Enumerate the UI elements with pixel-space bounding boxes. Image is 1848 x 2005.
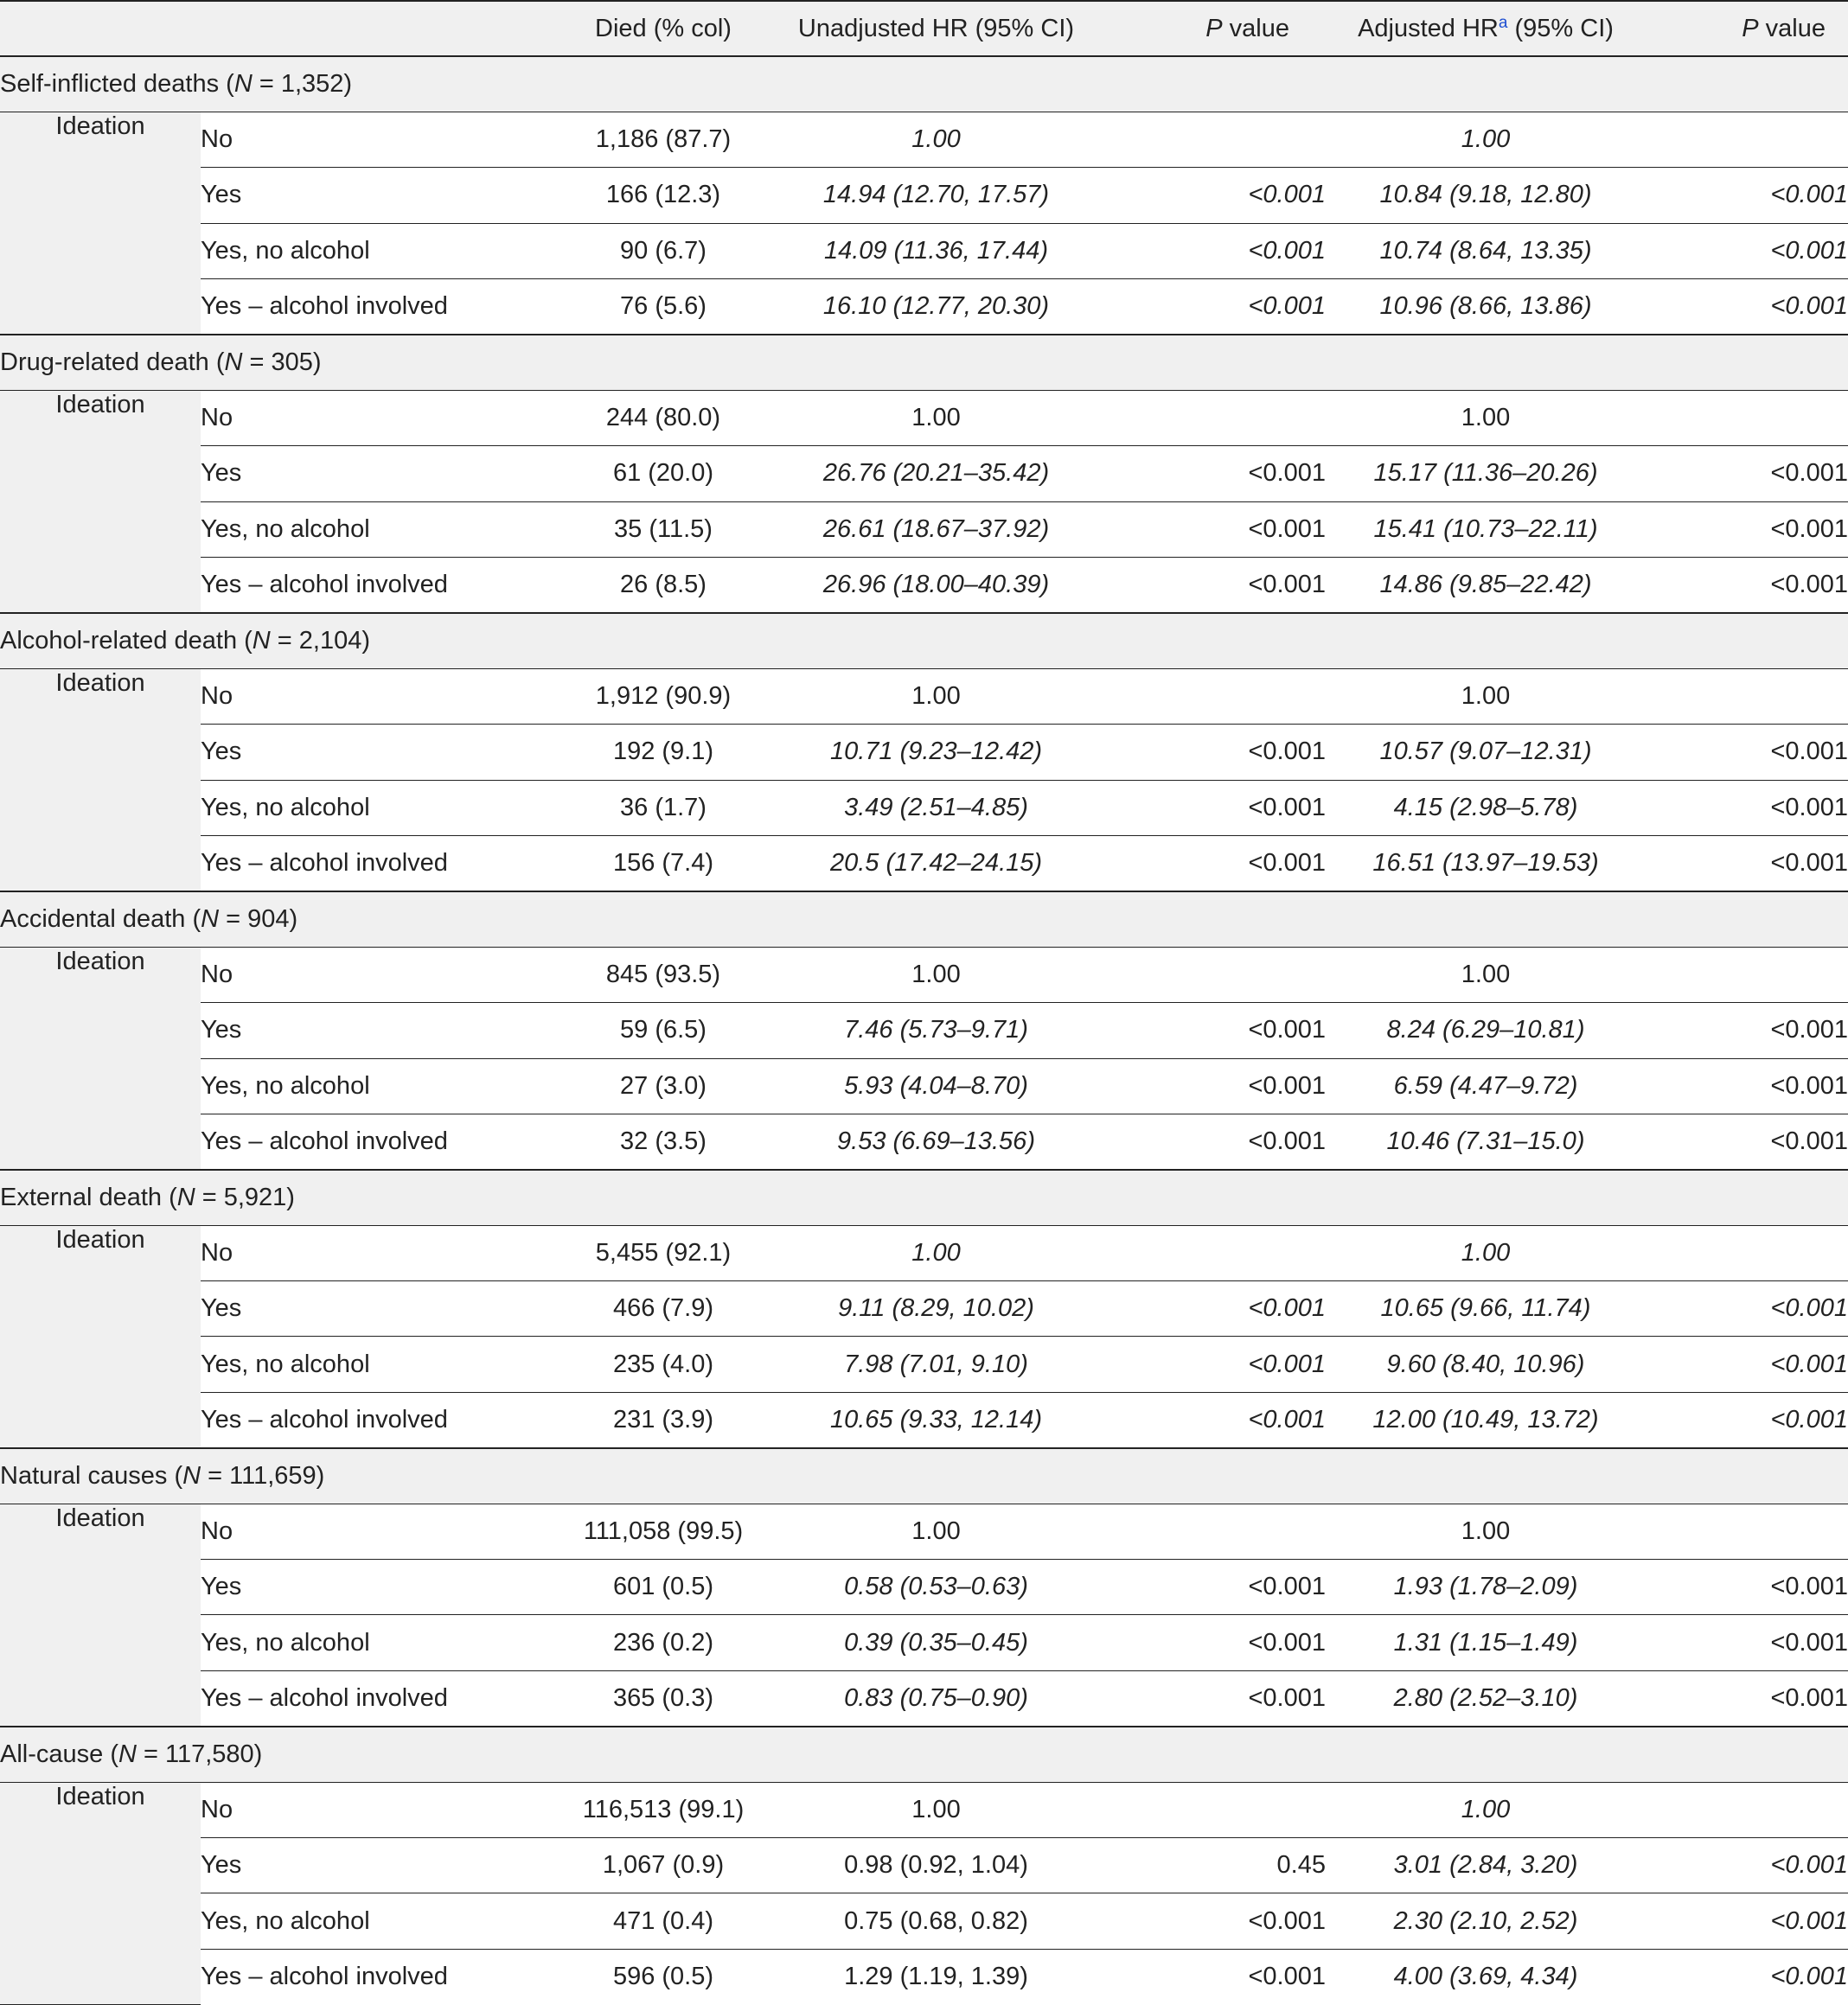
adjusted-hr-cell: 1.00 (1326, 112, 1646, 167)
ideation-label: Ideation (0, 112, 201, 335)
p-value-cell: <0.001 (1097, 223, 1326, 278)
died-cell: 26 (8.5) (620, 570, 707, 598)
header-p-rest-1: value (1222, 14, 1289, 42)
p-value-cell: <0.001 (1646, 1337, 1848, 1392)
unadjusted-hr-cell: 1.00 (776, 1225, 1097, 1280)
unadjusted-hr-cell: 5.93 (4.04–8.70) (776, 1058, 1097, 1114)
level-cell: Yes (201, 446, 551, 501)
ideation-label: Ideation (0, 1782, 201, 2005)
adjusted-hr-cell: 1.93 (1.78–2.09) (1326, 1560, 1646, 1615)
section-title-prefix: External death ( (0, 1183, 177, 1211)
p-value-cell: <0.001 (1646, 725, 1848, 780)
section-title (0, 613, 1848, 668)
level-cell: Yes – alcohol involved (201, 1127, 448, 1155)
header-p-value-2 (1646, 1, 1848, 56)
unadjusted-hr-cell: 26.76 (20.21–35.42) (776, 446, 1097, 501)
table-row (0, 780, 1848, 835)
header-blank-1 (0, 1, 201, 56)
p-value-cell (1646, 390, 1848, 445)
adjusted-hr-cell: 9.60 (8.40, 10.96) (1326, 1337, 1646, 1392)
p-value-cell: <0.001 (1097, 1893, 1326, 1949)
p-value-cell: <0.001 (1646, 780, 1848, 835)
level-cell: No (201, 1225, 551, 1280)
level-cell: Yes (201, 1838, 551, 1893)
table-row (0, 1949, 1848, 2004)
level-cell: Yes – alcohol involved (201, 570, 448, 598)
section-title-prefix: Self-inflicted deaths ( (0, 69, 234, 98)
unadjusted-hr-cell: 3.49 (2.51–4.85) (776, 780, 1097, 835)
level-cell: No (201, 668, 551, 724)
ideation-label: Ideation (0, 390, 201, 613)
section-title (0, 891, 1848, 947)
died-cell: 111,058 (99.5) (551, 1504, 776, 1559)
adjusted-hr-cell: 10.74 (8.64, 13.35) (1326, 223, 1646, 278)
died-cell: 90 (6.7) (551, 223, 776, 278)
level-cell: No (201, 112, 551, 167)
died-cell: 1,186 (87.7) (551, 112, 776, 167)
p-value-cell: <0.001 (1646, 1560, 1848, 1615)
level-cell: Yes, no alcohol (201, 501, 551, 557)
p-value-cell: <0.001 (1097, 501, 1326, 557)
died-cell: 5,455 (92.1) (551, 1225, 776, 1280)
table-row (0, 1392, 1848, 1447)
table-row (0, 1615, 1848, 1670)
section-n-symbol: N (176, 1183, 195, 1211)
section-header-row (0, 1727, 1848, 1782)
table-row (0, 835, 1848, 891)
section-header-row (0, 1448, 1848, 1504)
level-cell: Yes (201, 168, 551, 223)
adjusted-hr-cell: 3.01 (2.84, 3.20) (1326, 1838, 1646, 1893)
level-cell: Yes (201, 1003, 551, 1058)
section-header-row (0, 891, 1848, 947)
unadjusted-hr-cell: 7.46 (5.73–9.71) (776, 1003, 1097, 1058)
died-cell: 235 (4.0) (551, 1337, 776, 1392)
level-cell: No (201, 1504, 551, 1559)
level-cell: Yes, no alcohol (201, 223, 551, 278)
p-value-cell (1097, 112, 1326, 167)
adjusted-hr-cell: 2.30 (2.10, 2.52) (1326, 1893, 1646, 1949)
p-value-cell: <0.001 (1248, 1683, 1326, 1712)
unadjusted-hr-cell: 9.11 (8.29, 10.02) (776, 1281, 1097, 1337)
adjusted-hr-cell: 8.24 (6.29–10.81) (1326, 1003, 1646, 1058)
p-value-cell: <0.001 (1770, 1683, 1848, 1712)
section-header-row (0, 613, 1848, 668)
adjusted-hr-cell: 16.51 (13.97–19.53) (1372, 848, 1599, 877)
table-row (0, 279, 1848, 335)
p-value-cell (1646, 668, 1848, 724)
header-adj-post: (95% CI) (1507, 14, 1614, 42)
section-n-symbol: N (118, 1740, 137, 1768)
adjusted-hr-cell: 1.00 (1326, 1782, 1646, 1837)
adjusted-hr-cell: 1.31 (1.15–1.49) (1326, 1615, 1646, 1670)
adjusted-hr-cell: 10.46 (7.31–15.0) (1386, 1127, 1585, 1155)
died-cell: 466 (7.9) (551, 1281, 776, 1337)
level-cell: Yes, no alcohol (201, 1615, 551, 1670)
header-unadjusted-hr: Unadjusted HR (95% CI) (776, 1, 1097, 56)
p-value-cell (1097, 390, 1326, 445)
level-cell: Yes, no alcohol (201, 1058, 551, 1114)
p-value-cell: <0.001 (1646, 1003, 1848, 1058)
p-value-cell: <0.001 (1646, 168, 1848, 223)
section-title-suffix: = 5,921) (195, 1183, 295, 1211)
level-cell: Yes (201, 725, 551, 780)
p-value-cell: <0.001 (1097, 725, 1326, 780)
unadjusted-hr-cell: 20.5 (17.42–24.15) (829, 848, 1043, 877)
p-value-cell: <0.001 (1770, 1405, 1848, 1434)
ideation-label: Ideation (0, 947, 201, 1170)
p-value-cell: <0.001 (1646, 1058, 1848, 1114)
section-title (0, 1448, 1848, 1504)
died-cell: 236 (0.2) (551, 1615, 776, 1670)
adjusted-hr-cell: 12.00 (10.49, 13.72) (1372, 1405, 1599, 1434)
adjusted-hr-cell: 10.84 (9.18, 12.80) (1326, 168, 1646, 223)
p-value-cell: <0.001 (1097, 1615, 1326, 1670)
table-row (0, 1838, 1848, 1893)
table-row (0, 168, 1848, 223)
unadjusted-hr-cell: 0.83 (0.75–0.90) (844, 1683, 1028, 1712)
p-value-cell: <0.001 (1097, 168, 1326, 223)
section-title-prefix: Alcohol-related death ( (0, 626, 253, 654)
unadjusted-hr-cell: 1.29 (1.19, 1.39) (844, 1963, 1028, 1991)
unadjusted-hr-cell: 10.65 (9.33, 12.14) (829, 1405, 1043, 1434)
unadjusted-hr-cell: 1.00 (776, 668, 1097, 724)
level-cell: No (201, 1782, 551, 1837)
died-cell: 35 (11.5) (551, 501, 776, 557)
died-cell: 192 (9.1) (551, 725, 776, 780)
p-value-cell: <0.001 (1646, 446, 1848, 501)
died-cell: 244 (80.0) (551, 390, 776, 445)
p-value-cell: <0.001 (1646, 223, 1848, 278)
section-title (0, 1727, 1848, 1782)
unadjusted-hr-cell: 1.00 (776, 1504, 1097, 1559)
level-cell: No (201, 390, 551, 445)
p-value-cell (1646, 1225, 1848, 1280)
section-title-suffix: = 904) (219, 904, 298, 933)
p-value-cell: <0.001 (1770, 292, 1848, 320)
level-cell: Yes – alcohol involved (201, 1963, 448, 1991)
p-value-cell: <0.001 (1770, 1963, 1848, 1991)
table-row (0, 1281, 1848, 1337)
p-value-cell: <0.001 (1248, 1127, 1326, 1155)
p-value-cell (1646, 112, 1848, 167)
level-cell: Yes, no alcohol (201, 1893, 551, 1949)
section-title-prefix: Accidental death ( (0, 904, 201, 933)
table-row (0, 1114, 1848, 1169)
unadjusted-hr-cell: 7.98 (7.01, 9.10) (776, 1337, 1097, 1392)
section-title-prefix: Natural causes ( (0, 1461, 183, 1490)
section-n-symbol: N (201, 904, 220, 933)
p-value-cell: <0.001 (1248, 292, 1326, 320)
died-cell: 32 (3.5) (620, 1127, 707, 1155)
table-row (0, 1670, 1848, 1726)
adjusted-hr-cell: 1.00 (1326, 947, 1646, 1002)
unadjusted-hr-cell: 1.00 (776, 1782, 1097, 1837)
section-n-symbol: N (252, 626, 271, 654)
header-adj-pre: Adjusted HR (1358, 14, 1499, 42)
p-value-cell: <0.001 (1097, 1281, 1326, 1337)
p-value-cell (1646, 947, 1848, 1002)
p-value-cell (1097, 1225, 1326, 1280)
section-title-suffix: = 117,580) (136, 1740, 263, 1768)
section-n-symbol: N (224, 348, 243, 376)
table-row (0, 1225, 1848, 1280)
adjusted-hr-cell: 10.96 (8.66, 13.86) (1379, 292, 1592, 320)
p-value-cell: <0.001 (1097, 780, 1326, 835)
p-value-cell: <0.001 (1770, 570, 1848, 598)
table-body (0, 56, 1848, 2005)
table-row (0, 501, 1848, 557)
unadjusted-hr-cell: 1.00 (776, 112, 1097, 167)
p-value-cell: <0.001 (1248, 1405, 1326, 1434)
died-cell: 231 (3.9) (612, 1405, 714, 1434)
section-title (0, 56, 1848, 112)
p-value-cell: <0.001 (1097, 446, 1326, 501)
p-value-cell (1097, 1504, 1326, 1559)
died-cell: 116,513 (99.1) (551, 1782, 776, 1837)
p-value-cell (1646, 1504, 1848, 1559)
adjusted-hr-cell: 10.57 (9.07–12.31) (1326, 725, 1646, 780)
unadjusted-hr-cell: 9.53 (6.69–13.56) (837, 1127, 1035, 1155)
ideation-label: Ideation (0, 1504, 201, 1727)
section-title-suffix: = 1,352) (252, 69, 353, 98)
p-value-cell: <0.001 (1248, 570, 1326, 598)
section-title-prefix: All-cause ( (0, 1740, 118, 1768)
table-row (0, 112, 1848, 167)
header-p-italic-1: P (1205, 14, 1223, 42)
adjusted-hr-cell: 15.17 (11.36–20.26) (1326, 446, 1646, 501)
header-adjusted-hr (1326, 1, 1646, 56)
p-value-cell (1646, 1782, 1848, 1837)
p-value-cell (1097, 947, 1326, 1002)
adjusted-hr-cell: 4.00 (3.69, 4.34) (1393, 1963, 1578, 1991)
unadjusted-hr-cell: 0.58 (0.53–0.63) (776, 1560, 1097, 1615)
p-value-cell: <0.001 (1646, 1893, 1848, 1949)
p-value-cell (1097, 668, 1326, 724)
level-cell: Yes – alcohol involved (201, 292, 448, 320)
table-row (0, 725, 1848, 780)
died-cell: 601 (0.5) (551, 1560, 776, 1615)
table-row (0, 1893, 1848, 1949)
adjusted-hr-cell: 1.00 (1326, 390, 1646, 445)
unadjusted-hr-cell: 10.71 (9.23–12.42) (776, 725, 1097, 780)
p-value-cell: <0.001 (1097, 1003, 1326, 1058)
table-header-row (0, 1, 1848, 56)
adjusted-hr-cell: 15.41 (10.73–22.11) (1326, 501, 1646, 557)
died-cell: 27 (3.0) (551, 1058, 776, 1114)
table-row (0, 668, 1848, 724)
header-p-rest-2: value (1758, 14, 1826, 42)
adjusted-hr-cell: 10.65 (9.66, 11.74) (1326, 1281, 1646, 1337)
unadjusted-hr-cell: 1.00 (776, 947, 1097, 1002)
level-cell: Yes (201, 1281, 551, 1337)
p-value-cell: 0.45 (1097, 1838, 1326, 1893)
died-cell: 365 (0.3) (612, 1683, 714, 1712)
died-cell: 845 (93.5) (551, 947, 776, 1002)
adjusted-hr-cell: 2.80 (2.52–3.10) (1393, 1683, 1578, 1712)
p-value-cell: <0.001 (1646, 501, 1848, 557)
level-cell: Yes (201, 1560, 551, 1615)
adjusted-hr-cell: 4.15 (2.98–5.78) (1326, 780, 1646, 835)
section-title (0, 335, 1848, 390)
table-row (0, 390, 1848, 445)
level-cell: Yes – alcohol involved (201, 1683, 448, 1712)
section-title-prefix: Drug-related death ( (0, 348, 225, 376)
level-cell: Yes, no alcohol (201, 1337, 551, 1392)
p-value-cell: <0.001 (1646, 1281, 1848, 1337)
unadjusted-hr-cell: 1.00 (776, 390, 1097, 445)
table-row (0, 1782, 1848, 1837)
section-title-suffix: = 2,104) (270, 626, 371, 654)
adjusted-hr-cell: 1.00 (1326, 1504, 1646, 1559)
ideation-label: Ideation (0, 668, 201, 891)
ideation-label: Ideation (0, 1225, 201, 1448)
p-value-cell: <0.001 (1248, 1963, 1326, 1991)
level-cell: Yes, no alcohol (201, 780, 551, 835)
p-value-cell: <0.001 (1097, 1058, 1326, 1114)
table-row (0, 446, 1848, 501)
section-header-row (0, 1170, 1848, 1225)
table-row (0, 1003, 1848, 1058)
unadjusted-hr-cell: 0.39 (0.35–0.45) (776, 1615, 1097, 1670)
section-n-symbol: N (233, 69, 253, 98)
died-cell: 166 (12.3) (551, 168, 776, 223)
died-cell: 59 (6.5) (551, 1003, 776, 1058)
unadjusted-hr-cell: 26.96 (18.00–40.39) (822, 570, 1050, 598)
header-blank-2 (201, 1, 551, 56)
header-died: Died (% col) (551, 1, 776, 56)
section-header-row (0, 335, 1848, 390)
table-row (0, 223, 1848, 278)
table-row (0, 1337, 1848, 1392)
table-row (0, 1560, 1848, 1615)
p-value-cell: <0.001 (1770, 1127, 1848, 1155)
table-row (0, 1504, 1848, 1559)
section-title-suffix: = 111,659) (201, 1461, 325, 1490)
p-value-cell: <0.001 (1097, 1337, 1326, 1392)
died-cell: 1,912 (90.9) (551, 668, 776, 724)
died-cell: 61 (20.0) (551, 446, 776, 501)
section-n-symbol: N (182, 1461, 201, 1490)
adjusted-hr-cell: 1.00 (1326, 1225, 1646, 1280)
footnote-marker[interactable]: a (1498, 13, 1508, 32)
table-row (0, 1058, 1848, 1114)
died-cell: 76 (5.6) (620, 292, 707, 320)
died-cell: 156 (7.4) (612, 848, 714, 877)
adjusted-hr-cell: 14.86 (9.85–22.42) (1379, 570, 1592, 598)
p-value-cell: <0.001 (1097, 1560, 1326, 1615)
p-value-cell: <0.001 (1248, 848, 1326, 877)
p-value-cell: <0.001 (1770, 848, 1848, 877)
unadjusted-hr-cell: 14.09 (11.36, 17.44) (776, 223, 1097, 278)
died-cell: 1,067 (0.9) (551, 1838, 776, 1893)
section-title (0, 1170, 1848, 1225)
level-cell: No (201, 947, 551, 1002)
unadjusted-hr-cell: 0.75 (0.68, 0.82) (776, 1893, 1097, 1949)
unadjusted-hr-cell: 26.61 (18.67–37.92) (776, 501, 1097, 557)
section-header-row (0, 56, 1848, 112)
p-value-cell: <0.001 (1646, 1615, 1848, 1670)
adjusted-hr-cell: 6.59 (4.47–9.72) (1326, 1058, 1646, 1114)
table-row (0, 947, 1848, 1002)
unadjusted-hr-cell: 14.94 (12.70, 17.57) (776, 168, 1097, 223)
adjusted-hr-cell: 1.00 (1326, 668, 1646, 724)
section-title-suffix: = 305) (242, 348, 322, 376)
header-p-value-1 (1097, 1, 1326, 56)
unadjusted-hr-cell: 16.10 (12.77, 20.30) (822, 292, 1050, 320)
level-cell: Yes – alcohol involved (201, 848, 448, 877)
died-cell: 596 (0.5) (612, 1963, 714, 1991)
table-row (0, 558, 1848, 613)
header-p-italic-2: P (1742, 14, 1759, 42)
died-cell: 471 (0.4) (551, 1893, 776, 1949)
p-value-cell (1097, 1782, 1326, 1837)
died-cell: 36 (1.7) (551, 780, 776, 835)
unadjusted-hr-cell: 0.98 (0.92, 1.04) (776, 1838, 1097, 1893)
p-value-cell: <0.001 (1646, 1838, 1848, 1893)
level-cell: Yes – alcohol involved (201, 1405, 448, 1434)
